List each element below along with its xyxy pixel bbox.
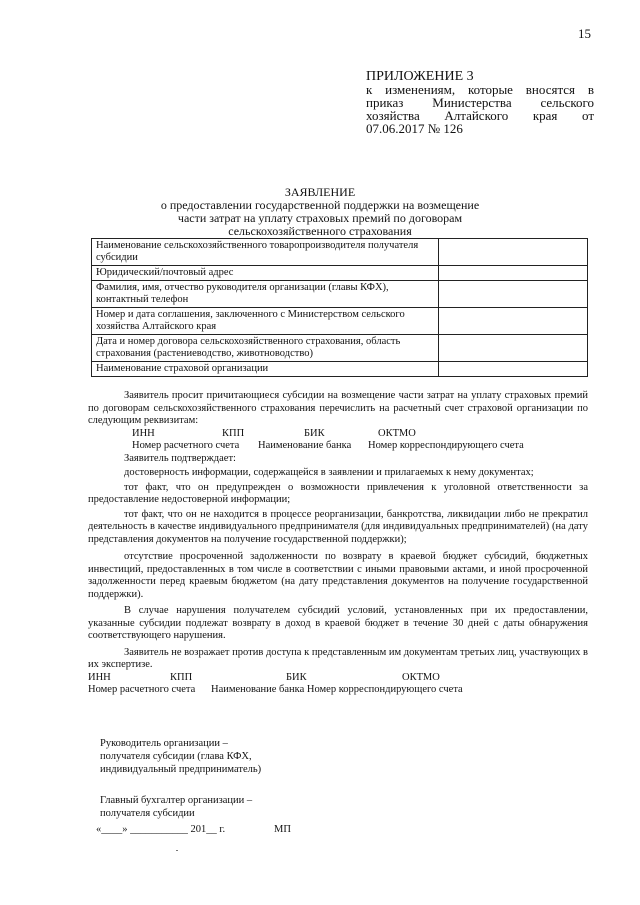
table-label: Номер и дата соглашения, заключенного с Министерством сельского хозяйства Алтайского края <box>92 308 439 335</box>
corr-account-label: Номер корреспондирующего счета <box>368 440 524 451</box>
document-heading <box>0 186 640 238</box>
document-subtitle: сельскохозяйственного страхования <box>228 224 412 238</box>
table-label: Наименование сельскохозяйственного товаропроизводителя получателя субсидии <box>92 239 439 266</box>
requisites-row <box>88 428 588 441</box>
requisites-row: Номер расчетного счета Наименование банка Номер корреспондирующего счета <box>88 684 463 695</box>
table-row <box>92 239 588 266</box>
confirmation-item: тот факт, что он не находится в процессе реорганизации, банкротства, ликвидации либо не прекратил деятельность в качестве индивидуального предпринимателя (для индивидуальных предпринимателей) (на дату представления документов на получение государственной поддержки); <box>88 508 588 545</box>
signature-line: индивидуальный предприниматель) <box>100 764 262 775</box>
account-label: Номер расчетного счета <box>132 440 240 451</box>
bik-label: БИК <box>286 671 307 683</box>
page-number: 15 <box>578 26 591 41</box>
table-value-cell[interactable] <box>439 281 588 308</box>
document-title: ЗАЯВЛЕНИЕ <box>284 185 356 199</box>
table-label: Юридический/почтовый адрес <box>92 266 439 281</box>
signature-line: получателя субсидии <box>100 808 195 819</box>
signature-line: получателя субсидии (глава КФХ, <box>100 751 252 762</box>
confirms-label: Заявитель подтверждает: <box>124 452 236 464</box>
kpp-label: КПП <box>170 671 193 683</box>
table-value-cell[interactable] <box>439 308 588 335</box>
statement-body <box>88 390 588 697</box>
table-row <box>92 266 588 281</box>
appendix-title: ПРИЛОЖЕНИЕ 3 <box>366 69 474 84</box>
inn-label: ИНН <box>132 427 155 439</box>
table-value-cell[interactable] <box>439 266 588 281</box>
accountant-signature-block <box>100 794 252 820</box>
document-subtitle: о предоставлении государственной поддержки на возмещение <box>160 198 480 212</box>
bank-label: Наименование банка <box>258 440 352 451</box>
requisites-row <box>88 672 588 685</box>
table-row <box>92 335 588 362</box>
stamp-place: МП <box>274 824 291 835</box>
appendix-date: 07.06.2017 № 126 <box>366 121 463 136</box>
table-row <box>92 308 588 335</box>
appendix-line: к изменениям, которые вносятся в <box>366 82 594 97</box>
appendix-line: приказ Министерства сельского <box>366 95 594 110</box>
table-label: Фамилия, имя, отчество руководителя организации (главы КФХ), контактный телефон <box>92 281 439 308</box>
bik-label: БИК <box>304 427 325 439</box>
applicant-info-table <box>91 238 588 377</box>
document-subtitle: части затрат на уплату страховых премий по договорам <box>177 211 463 225</box>
confirmation-item: отсутствие просроченной задолженности по возврату в краевой бюджет субсидий, бюджетных инвестиций, предоставленных в том числе в соответствии с иными правовыми актами, и иной просроченной задолженности перед краевым бюджетом (на дату представления документов на получение государственной поддержки). <box>88 551 588 600</box>
confirmation-item: тот факт, что он предупрежден о возможности привлечения к уголовной ответственности за предоставление недостоверной информации; <box>88 481 588 505</box>
table-value-cell[interactable] <box>439 239 588 266</box>
inn-label: ИНН <box>88 671 111 683</box>
violation-paragraph: В случае нарушения получателем субсидий условий, установленных при их предоставлении, указанные субсидии подлежат возврату в доход в краевой бюджет в течение 30 дней с даты обнаружения соответствующего нарушения. <box>88 605 588 641</box>
head-signature-block <box>100 737 261 776</box>
oktmo-label: ОКТМО <box>402 671 440 683</box>
table-value-cell[interactable] <box>439 335 588 362</box>
access-paragraph: Заявитель не возражает против доступа к представленным им документам третьих лиц, участвующих в их экспертизе. <box>88 646 588 670</box>
appendix-line: хозяйства Алтайского края от <box>366 108 594 123</box>
request-paragraph: Заявитель просит причитающиеся субсидии на возмещение части затрат на уплату страховых премий по договорам сельскохозяйственного страхования перечислить на расчетный счет страховой организации по следующим реквизитам: <box>88 390 588 426</box>
scan-speck <box>176 850 178 851</box>
table-value-cell[interactable] <box>439 362 588 377</box>
signature-line: Главный бухгалтер организации – <box>100 795 253 806</box>
confirmation-item: достоверность информации, содержащейся в заявлении и прилагаемых к нему документах; <box>124 467 534 478</box>
table-label: Дата и номер договора сельскохозяйственного страхования, область страхования (растениеводство, животноводство) <box>92 335 439 362</box>
oktmo-label: ОКТМО <box>378 427 416 439</box>
table-row <box>92 281 588 308</box>
signature-line: Руководитель организации – <box>100 738 228 749</box>
appendix-block <box>366 70 594 135</box>
requisites-row <box>88 440 588 453</box>
table-label: Наименование страховой организации <box>92 362 439 377</box>
table-row <box>92 362 588 377</box>
date-line: «____» ___________ 201__ г. <box>96 824 226 835</box>
kpp-label: КПП <box>222 427 245 439</box>
